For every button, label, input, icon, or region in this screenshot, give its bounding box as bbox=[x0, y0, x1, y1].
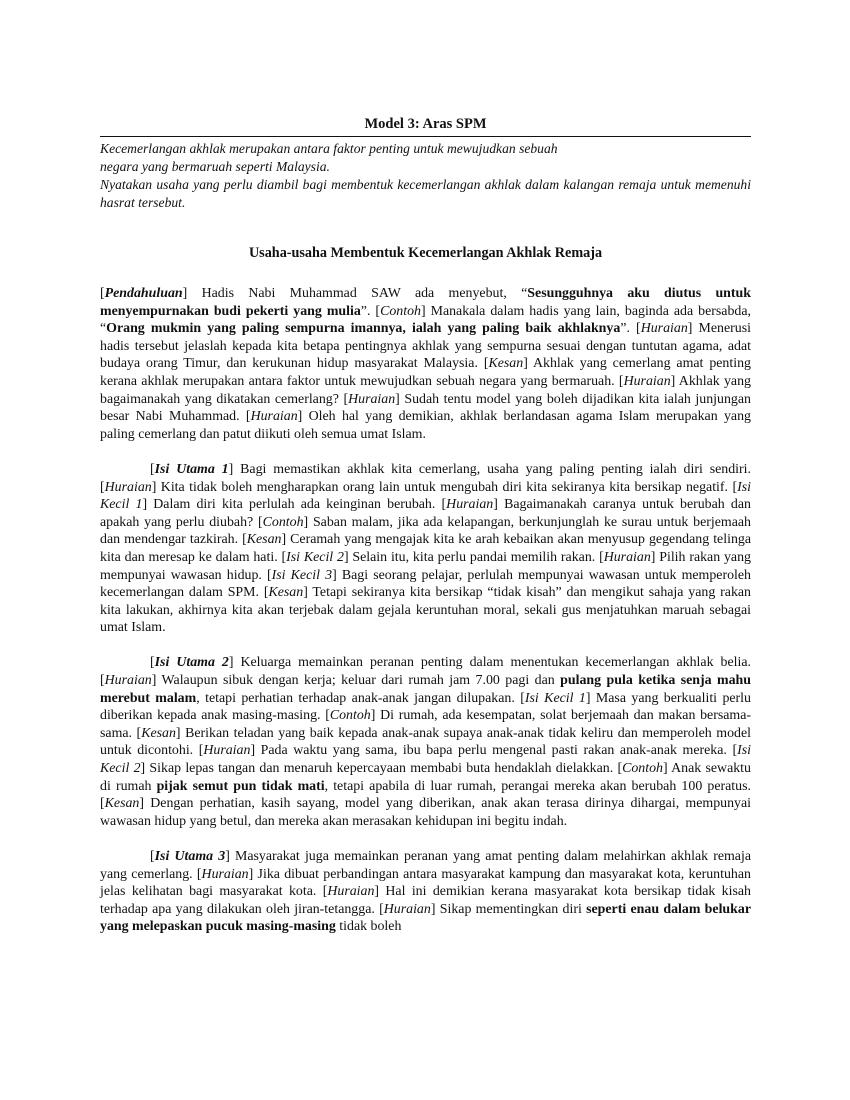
section-tag: Contoh bbox=[262, 514, 304, 530]
section-tag: Huraian bbox=[201, 866, 249, 882]
body-text: ] Saban malam, jika ada kelapangan, berkunjunglah ke surau untuk berjemaah dan mendengar tazkirah. [ bbox=[100, 514, 751, 548]
essay-body bbox=[100, 285, 751, 954]
body-text: ”. [ bbox=[620, 321, 641, 337]
bold-quote: pulang pula ketika senja mahu merebut malam bbox=[100, 673, 752, 706]
section-tag: Isi Kecil 3 bbox=[271, 567, 333, 583]
essay-question bbox=[100, 140, 751, 212]
body-text: ] Hal ini demikian kerana masyarakat kota bersikap tidak kisah terhadap apa yang dilakukan oleh jiran-tetangga. [ bbox=[100, 884, 752, 917]
question-instruction: Nyatakan usaha yang perlu diambil bagi membentuk kecemerlangan akhlak dalam kalangan remaja untuk memenuhi hasrat tersebut. bbox=[100, 177, 751, 210]
section-heading-tag: Isi Utama 2 bbox=[154, 655, 229, 671]
body-text: [ bbox=[150, 849, 155, 864]
body-text: , tetapi perhatian terhadap anak-anak jangan dilupakan. [ bbox=[196, 690, 525, 706]
bold-quote: pijak semut pun tidak mati bbox=[156, 778, 325, 794]
section-tag: Isi Kecil 1 bbox=[100, 479, 751, 513]
paragraph-isi-utama-2 bbox=[100, 654, 751, 830]
body-text: [ bbox=[100, 286, 105, 301]
title-divider bbox=[100, 136, 751, 137]
paragraph-isi-utama-1 bbox=[100, 461, 751, 637]
section-tag: Huraian bbox=[383, 901, 431, 917]
body-text: ] Di rumah, ada kesempatan, solat berjemaah dan makan bersama-sama. [ bbox=[100, 708, 752, 741]
body-text: ] Walaupun sibuk dengan kerja; keluar dari rumah jam 7.00 pagi dan bbox=[151, 673, 561, 689]
body-text: ] Tetapi sekiranya kita bersikap “tidak kisah” dan mengikut sahaja yang rakan kita lakukan, akhirnya kita akan terjebak dalam gejala keruntuhan moral, sekali gus menjatuhkan maruah sebagai umat Islam. bbox=[100, 585, 751, 636]
section-tag: Huraian bbox=[203, 743, 251, 759]
body-text: ] Keluarga memainkan peranan penting dalam menentukan kecemerlangan akhlak belia. [ bbox=[100, 655, 751, 689]
section-tag: Huraian bbox=[603, 549, 651, 565]
body-text: ] Bagaimanakah caranya untuk berubah dan apakah yang perlu diubah? [ bbox=[100, 497, 751, 530]
section-tag: Kesan bbox=[488, 356, 524, 372]
body-text: ] Dengan perhatian, kasih sayang, model yang diberikan, anak akan terasa dirinya dihargai, mempunyai wawasan hidup yang betul, dan mereka akan merasakan kehidupan ini begitu indah. bbox=[100, 796, 751, 829]
section-tag: Kesan bbox=[141, 725, 176, 741]
essay-title: Usaha-usaha Membentuk Kecemerlangan Akhlak Remaja bbox=[248, 245, 603, 261]
bold-quote: Sesungguhnya aku diutus untuk menyempurnakan budi pekerti yang mulia bbox=[100, 286, 751, 319]
section-tag: Huraian bbox=[348, 391, 396, 407]
section-tag: Isi Kecil 2 bbox=[286, 549, 344, 565]
body-text: [ bbox=[150, 655, 155, 671]
section-tag: Kesan bbox=[246, 532, 282, 548]
body-text: ] Sikap lepas tangan dan menaruh kepercayaan membabi buta hendaklah dielakkan. [ bbox=[140, 761, 623, 777]
paragraph-pendahuluan bbox=[100, 285, 751, 443]
section-heading-tag: Isi Utama 1 bbox=[154, 461, 229, 477]
section-tag: Huraian bbox=[250, 409, 298, 425]
body-text: ] Hadis Nabi Muhammad SAW ada menyebut, “ bbox=[182, 286, 528, 301]
body-text: ] Pilih rakan yang mempunyai wawasan hidup. [ bbox=[100, 549, 751, 583]
body-text: ] Masa yang berkualiti perlu diberikan kepada anak masing-masing. [ bbox=[100, 690, 751, 724]
section-tag: Huraian bbox=[623, 373, 671, 389]
section-tag: Huraian bbox=[327, 884, 375, 900]
bold-quote: seperti enau dalam belukar yang melepaskan pucuk masing-masing bbox=[100, 901, 751, 935]
body-text: ] Selain itu, kita perlu pandai memilih rakan. [ bbox=[343, 549, 604, 565]
paragraph-isi-utama-3 bbox=[100, 848, 751, 936]
body-text: ] Kita tidak boleh mengharapkan orang lain untuk mengubah diri kita sekiranya kita bersikap negatif. [ bbox=[151, 479, 738, 495]
body-text: tidak boleh bbox=[335, 919, 402, 935]
section-tag: Contoh bbox=[329, 708, 371, 724]
section-tag: Huraian bbox=[104, 673, 152, 689]
body-text: ] Bagi seorang pelajar, perlulah mempunyai wawasan untuk memperoleh kecemerlangan dalam SPM. [ bbox=[100, 567, 751, 601]
body-text: ] Akhlak yang cemerlang amat penting kerana akhlak merupakan antara faktor untuk mewujudkan sebuah negara yang bermaruah. [ bbox=[100, 356, 751, 389]
section-tag: Huraian bbox=[104, 479, 152, 495]
body-text: ] Ceramah yang mengajak kita ke arah kebaikan akan menyusup gegendang telinga kita dan meresap ke dalam hati. [ bbox=[100, 532, 751, 565]
body-text: ] Dalam diri kita perlulah ada keinginan berubah. [ bbox=[142, 497, 447, 513]
body-text: ] Menerusi hadis tersebut jelaslah kepada kita betapa pentingnya akhlak yang sempurna sesuai dengan tuntutan agama, adat budaya orang Timur, dan kerukunan hidup masyarakat Malaysia. [ bbox=[100, 321, 751, 372]
section-tag: Contoh bbox=[622, 761, 663, 777]
body-text: ] Berikan teladan yang baik kepada anak-anak supaya anak-anak tidak keliru dan memperoleh model untuk dicontohi. [ bbox=[100, 725, 751, 759]
body-text: [ bbox=[150, 461, 155, 477]
body-text: ] Pada waktu yang sama, ibu bapa perlu mengenal pasti rakan anak-anak mereka. [ bbox=[250, 743, 738, 759]
section-heading-tag: Isi Utama 3 bbox=[154, 849, 226, 864]
body-text: ] Sudah tentu model yang boleh dijadikan kita ialah junjungan besar Nabi Muhammad. [ bbox=[100, 391, 751, 425]
body-text: ] Manakala dalam hadis yang lain, baginda ada bersabda, “ bbox=[100, 303, 751, 337]
section-tag: Huraian bbox=[640, 321, 688, 337]
section-tag: Kesan bbox=[268, 585, 304, 601]
section-heading-tag: Pendahuluan bbox=[104, 286, 183, 301]
body-text: ] Bagi memastikan akhlak kita cemerlang, usaha yang paling penting ialah diri sendiri. [ bbox=[100, 461, 751, 495]
body-text: ] Akhlak yang bagaimanakah yang dikatakan cemerlang? [ bbox=[100, 373, 751, 407]
section-tag: Kesan bbox=[104, 796, 140, 812]
section-tag: Contoh bbox=[380, 303, 421, 319]
body-text: ] Jika dibuat perbandingan antara masyarakat kampung dan masyarakat kota, keruntuhan jelas kelihatan bagi masyarakat kota. [ bbox=[100, 866, 751, 900]
body-text: ] Masyarakat juga memainkan peranan yang amat penting dalam melahirkan akhlak remaja yang cemerlang. [ bbox=[100, 849, 752, 882]
body-text: , tetapi apabila di luar rumah, perangai mereka akan berubah 100 peratus. [ bbox=[100, 778, 751, 812]
body-text: ] Sikap mementingkan diri bbox=[430, 901, 587, 917]
page-title: Model 3: Aras SPM bbox=[364, 116, 487, 132]
body-text: ”. [ bbox=[360, 303, 381, 319]
section-tag: Huraian bbox=[446, 497, 494, 513]
section-tag: Isi Kecil 2 bbox=[100, 743, 751, 777]
section-tag: Isi Kecil 1 bbox=[524, 690, 586, 706]
question-statement: Kecemerlangan akhlak merupakan antara faktor penting untuk mewujudkan sebuah negara yang bermaruah seperti Malaysia. bbox=[100, 141, 558, 174]
body-text: ] Oleh hal yang demikian, akhlak berlandasan agama Islam merupakan yang paling cemerlang dan patut diikuti oleh semua umat Islam. bbox=[100, 409, 751, 442]
bold-quote: Orang mukmin yang paling sempurna imannya, ialah yang paling baik akhlaknya bbox=[106, 321, 621, 337]
body-text: ] Anak sewaktu di rumah bbox=[100, 761, 751, 794]
